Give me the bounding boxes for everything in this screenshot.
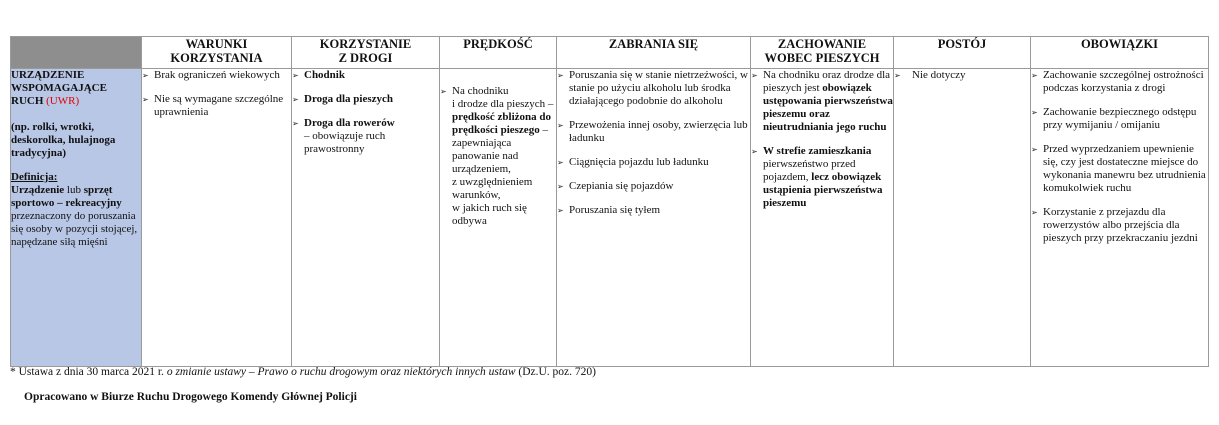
obowiazki-item: ➢ Przed wyprzedzaniem upewnienie się, czy jest dostateczne miejsce do wykonania manewru bez utrudnienia komukolwiek ruchu [1031,143,1208,195]
header-postoj: POSTÓJ [894,37,1031,69]
header-korzystanie: KORZYSTANIE Z DROGI [292,37,440,69]
obowiazki-item: ➢ Korzystanie z przejazdu dla rowerzystów albo przejścia dla pieszych przy przekraczaniu jezdni [1031,206,1208,245]
zachowanie-item [751,69,893,134]
row-label-cell [11,69,142,367]
device-name [11,69,141,108]
zachowanie-bold-3: lecz obowiązek ustąpienia pierwszeństwa pieszemu [763,171,883,209]
uwr-abbreviation: (UWR) [46,95,80,107]
zachowanie-cell [751,69,894,367]
regulations-table [10,36,1209,367]
zachowanie-item [751,145,893,210]
korzystanie-item-bold: Droga dla rowerów [304,117,395,129]
predkosc-text-2: – zapewniająca panowanie nad urządzeniem, z uwzględnieniem warunków, w jakich ruch się odbywa [452,124,548,227]
definition-bold-1: Urządzenie [11,184,65,196]
zabrania-cell [557,69,751,367]
definition-text-2: przeznaczony do poruszania się osoby w pozycji stojącej, napędzane siłą mięśni [11,210,138,248]
zabrania-item: ➢ Poruszania się w stanie nietrzeźwości, w stanie po użyciu alkoholu lub środka działającego podobnie do alkoholu [557,69,750,108]
postoj-cell [894,69,1031,367]
credit-line: Opracowano w Biurze Ruchu Drogowego Komendy Głównej Policji [24,391,357,403]
header-row [11,37,1209,69]
warunki-item: ➢ Brak ograniczeń wiekowych [142,69,291,82]
zabrania-item: ➢ Przewożenia innej osoby, zwierzęcia lub ładunku [557,119,750,145]
obowiazki-cell [1031,69,1209,367]
zachowanie-text-1: Na chodniku oraz drodze dla pieszych jest [763,69,891,94]
definition-text-1: lub [64,184,84,196]
header-warunki: WARUNKI KORZYSTANIA [142,37,292,69]
zachowanie-bold-2: W strefie zamieszkania [763,145,872,157]
zachowanie-bold-1: obowiązek ustępowania pierwszeństwa pieszemu oraz nieutrudniania jego ruchu [763,82,893,133]
korzystanie-cell [292,69,440,367]
data-row [11,69,1209,367]
device-name-text: URZĄDZENIE WSPOMAGAJĄCE RUCH [11,69,107,107]
korzystanie-item: ➢ Droga dla pieszych [292,93,439,106]
postoj-item: ➢ Nie dotyczy [894,69,1030,82]
predkosc-text-1: Na chodniku i drodze dla pieszych – [452,85,554,110]
zachowanie-text-2: pierwszeństwo przed pojazdem, [763,158,856,183]
predkosc-bold: prędkość zbliżona do prędkości pieszego [452,111,552,136]
header-zabrania: ZABRANIA SIĘ [557,37,751,69]
obowiazki-item: ➢ Zachowanie bezpiecznego odstępu przy wymijaniu / omijaniu [1031,106,1208,132]
korzystanie-item [292,117,439,156]
zabrania-item: ➢ Ciągnięcia pojazdu lub ładunku [557,156,750,169]
definition-bold-2: sprzęt sportowo – rekreacyjny [11,184,122,209]
footnote-text-1: * Ustawa z dnia 30 marca 2021 r. [10,366,167,378]
warunki-cell [142,69,292,367]
header-predkosc: PRĘDKOŚĆ [440,37,557,69]
warunki-item: ➢ Nie są wymagane szczególne uprawnienia [142,93,291,119]
header-zachowanie: ZACHOWANIE WOBEC PIESZYCH [751,37,894,69]
definition-title: Definicja: [11,171,58,183]
predkosc-cell [440,69,557,367]
korzystanie-item-rest: – obowiązuje ruch prawostronny [304,130,386,155]
zabrania-item: ➢ Poruszania się tyłem [557,204,750,217]
obowiazki-item: ➢ Zachowanie szczególnej ostrożności podczas korzystania z drogi [1031,69,1208,95]
device-examples: (np. rolki, wrotki, deskorolka, hulajnoga tradycyjna) [11,121,116,159]
footnote [10,366,596,378]
header-obowiazki: OBOWIĄZKI [1031,37,1209,69]
footnote-text-2: (Dz.U. poz. 720) [515,366,596,378]
header-corner [11,37,142,69]
footnote-law-title: o zmianie ustawy – Prawo o ruchu drogowym oraz niektórych innych ustaw [166,366,516,378]
definition-text [11,184,141,249]
predkosc-item [440,85,556,228]
korzystanie-item: ➢ Chodnik [292,69,439,82]
zabrania-item: ➢ Czepiania się pojazdów [557,180,750,193]
